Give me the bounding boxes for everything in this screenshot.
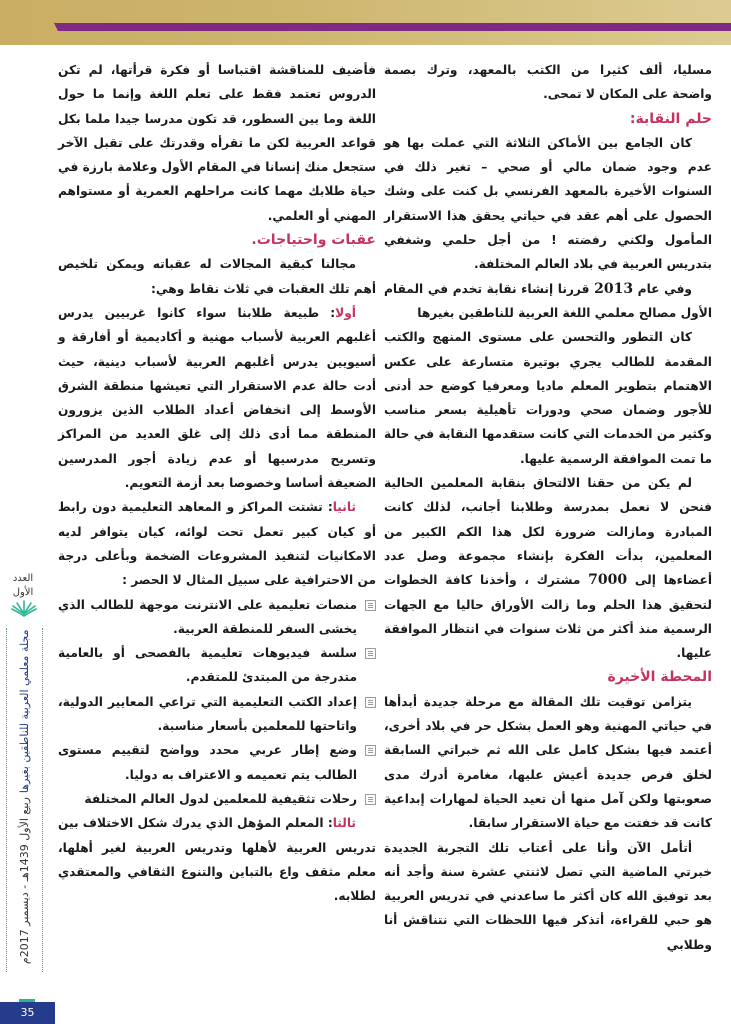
point-second bbox=[58, 495, 376, 592]
section-heading-obstacles: عقبات واحتياجات. bbox=[251, 232, 376, 249]
top-banner bbox=[0, 0, 731, 45]
point-label: ثانيا bbox=[332, 500, 356, 515]
text: لم يكن من حقنا الالتحاق بنقابة المعلمين الحالية فنحن لا نعمل بمدرسة وطلابنا أجانب، لذلك كانت المبادرة ومازالت ضرورة لكل هذا الكم الكبير من المعلمين، بدأت الفكرة بإنشاء مجموعة وصل عدد أعضاءها إلى bbox=[384, 476, 712, 588]
paragraph: فأضيف للمناقشة اقتباسا أو فكرة قرأتها، لم تكن الدروس تعتمد فقط على تعلم اللغة وإنما ما حول اللغة وما بين السطور، قد تكون مدرسا جيدا ملما بكل قواعد العربية لكن ما تقرأه وقدرتك على تقبل الآخر ستجعل منك إنسانا في المقام الأول وعلامة بارزة في حياة طلابك مهما كانت مراحلهم العمرية أو مستواهم المهني أو العلمي. bbox=[58, 63, 376, 223]
member-count: 7000 bbox=[588, 572, 628, 589]
list-item bbox=[58, 738, 376, 787]
text: وفي عام bbox=[633, 281, 692, 296]
list-item bbox=[58, 787, 376, 811]
text: مشترك ، وأخذنا كافة الخطوات لتحقيق هذا الحلم وما زالت الأوراق حاليا مع الجهات الرسمية منذ أكثر من ثلاث سنوات في انتظار الموافقة عليها. bbox=[384, 573, 712, 661]
point-third bbox=[58, 811, 376, 908]
magazine-title: مجلة معلمي العربية للناطقين بغيرها bbox=[17, 629, 31, 794]
section-heading-last-station: المحطة الأخيرة bbox=[607, 669, 712, 686]
paragraph: مسليا، ألف كثيرا من الكتب بالمعهد، وترك بصمة واضحة على المكان لا تمحى. bbox=[384, 63, 712, 102]
list-item-text: رحلات تثقيفية للمعلمين لدول العالم المختلفة bbox=[84, 791, 357, 806]
point-text: : تشتت المراكز و المعاهد التعليمية دون رابط أو كيان كبير تعمل تحت لوائه، كيان يتوافر لديه الامكانيات لتنفيذ المشروعات الضخمة وبأعلى درجة من الاحترافية على سبيل المثال لا الحصر : bbox=[58, 500, 376, 588]
point-text: : طبيعة طلابنا سواء كانوا غربيين يدرس أغلبهم العربية لأسباب مهنية و أكاديمية أو أفارقة و أسيويين يدرس أغلبهم العربية لأسباب دينية، حيث أدت حالة عدم الاستقرار التي تعيشها منطقة الشرق الأوسط إلى انخفاض أعداد الطلاب الذين يزورون المنطقة مما أدى ذلك إلى غلق العديد من المراكز وتسريح مدرسيها أو عدم زيادة أجور المدرسين الضعيفة أساسا وخصوصا بعد أزمة التعويم. bbox=[58, 305, 376, 491]
right-column bbox=[384, 58, 712, 957]
paragraph: كان التطور والتحسن على مستوى المنهج والكتب المقدمة للطالب يجري بوتيرة متسارعة على عكس الاهتمام بتطوير المعلم ماديا ومعرفيا كوضع حد أدنى للأجور وضمان صحي ودورات تأهيلية بسعر مناسب وكثير من الخدمات التي كانت ستقدمها النقابة في حالة ما تمت الموافقة الرسمية عليها. bbox=[384, 330, 712, 466]
note-bullet-icon bbox=[365, 794, 376, 805]
issue-label bbox=[0, 572, 46, 600]
paragraph: أتأمل الآن وأنا على أعتاب تلك التجربة الجديدة خبرتي الماضية التي تصل لاثنتي عشرة سنة وأجد أنه بعد توفيق الله كان أكثر ما ساعدني في تدريس العربية هو حبي للقراءة، أتذكر فيها اللحظات التي نتناقش أنا وطلابي bbox=[384, 840, 712, 952]
section-heading-union-dream: حلم النقابة: bbox=[629, 110, 712, 127]
left-column bbox=[58, 58, 376, 908]
paragraph: يتزامن توقيت تلك المقالة مع مرحلة جديدة أبدأها في حياتي المهنية وهو العمل بشكل حر في بلاد أخرى، أعتمد فيها بشكل كامل على الله ثم خبراتي السابقة لخلق فرص جديدة أعيش عليها، مغامرة أدرك مدى صعوبتها ولكن آمل منها أن تعيد الحياة لمهارات إبداعية كانت قد خفتت مع حياة الاستقرار سابقا. bbox=[384, 694, 712, 831]
note-bullet-icon bbox=[365, 600, 376, 611]
page-number: 35 bbox=[0, 1002, 55, 1024]
point-text: : المعلم المؤهل الذي يدرك شكل الاختلاف بين تدريس العربية لأهلها وتدريس العربية لغير أهلها، معلم مثقف واع بالتباين والتنوع الثقافي والمعتقدي لطلابه. bbox=[58, 816, 376, 904]
point-label: ثالثا bbox=[332, 816, 356, 831]
note-bullet-icon bbox=[365, 745, 376, 756]
note-bullet-icon bbox=[365, 697, 376, 708]
paragraph: مجالنا كبقية المجالات له عقباته ويمكن تلخيص أهم تلك العقبات في ثلاث نقاط وهي: bbox=[58, 257, 376, 296]
year-number: 2013 bbox=[594, 280, 634, 297]
paragraph-2013 bbox=[384, 277, 712, 326]
magazine-info bbox=[4, 629, 44, 965]
issue-line: العدد bbox=[12, 573, 34, 584]
sidebar-masthead bbox=[0, 560, 46, 1024]
paragraph: كان الجامع بين الأماكن الثلاثة التي عملت بها هو عدم وجود ضمان مالي أو صحي – تغير ذلك في السنوات الأخيرة بالمعهد الفرنسي بل كنت على وشك الحصول على أهم عقد في حياتي يحقق هذا الاستقرار المأمول ولكني رفضته ! من أجل حلمي وشغفي بتدريس العربية في بلاد العالم المختلفة. bbox=[384, 135, 712, 272]
list-item bbox=[58, 641, 376, 690]
list-item-text: وضع إطار عربي محدد وواضح لتقييم مستوى الطالب يتم تعميمه و الاعتراف به دوليا. bbox=[58, 743, 357, 782]
list-item-text: إعداد الكتب التعليمية التي تراعي المعايير الدولية، واتاحتها للمعلمين بأسعار مناسبة. bbox=[58, 694, 357, 734]
note-bullet-icon bbox=[365, 648, 376, 659]
point-first bbox=[58, 301, 376, 495]
banner-stripe bbox=[54, 23, 731, 31]
issue-line: الأول bbox=[12, 587, 34, 598]
list-item-text: منصات تعليمية على الانترنت موجهة للطالب الذي يخشى السفر للمنطقة العربية. bbox=[58, 597, 357, 636]
list-item-text: سلسة فيديوهات تعليمية بالفصحى أو بالعامية متدرجة من المبتدئ للمتقدم. bbox=[58, 646, 357, 685]
issue-date: ربيع الأول 1439هـ - ديسمبر 2017م bbox=[17, 797, 31, 965]
text: قررنا إنشاء نقابة تخدم في المقام الأول مصالح معلمي اللغة العربية للناطقين بغيرها bbox=[384, 281, 712, 320]
open-book-icon bbox=[11, 600, 37, 618]
point-label: أولا bbox=[335, 305, 356, 320]
list-item bbox=[58, 690, 376, 739]
list-item bbox=[58, 593, 376, 642]
paragraph-members bbox=[384, 471, 712, 665]
